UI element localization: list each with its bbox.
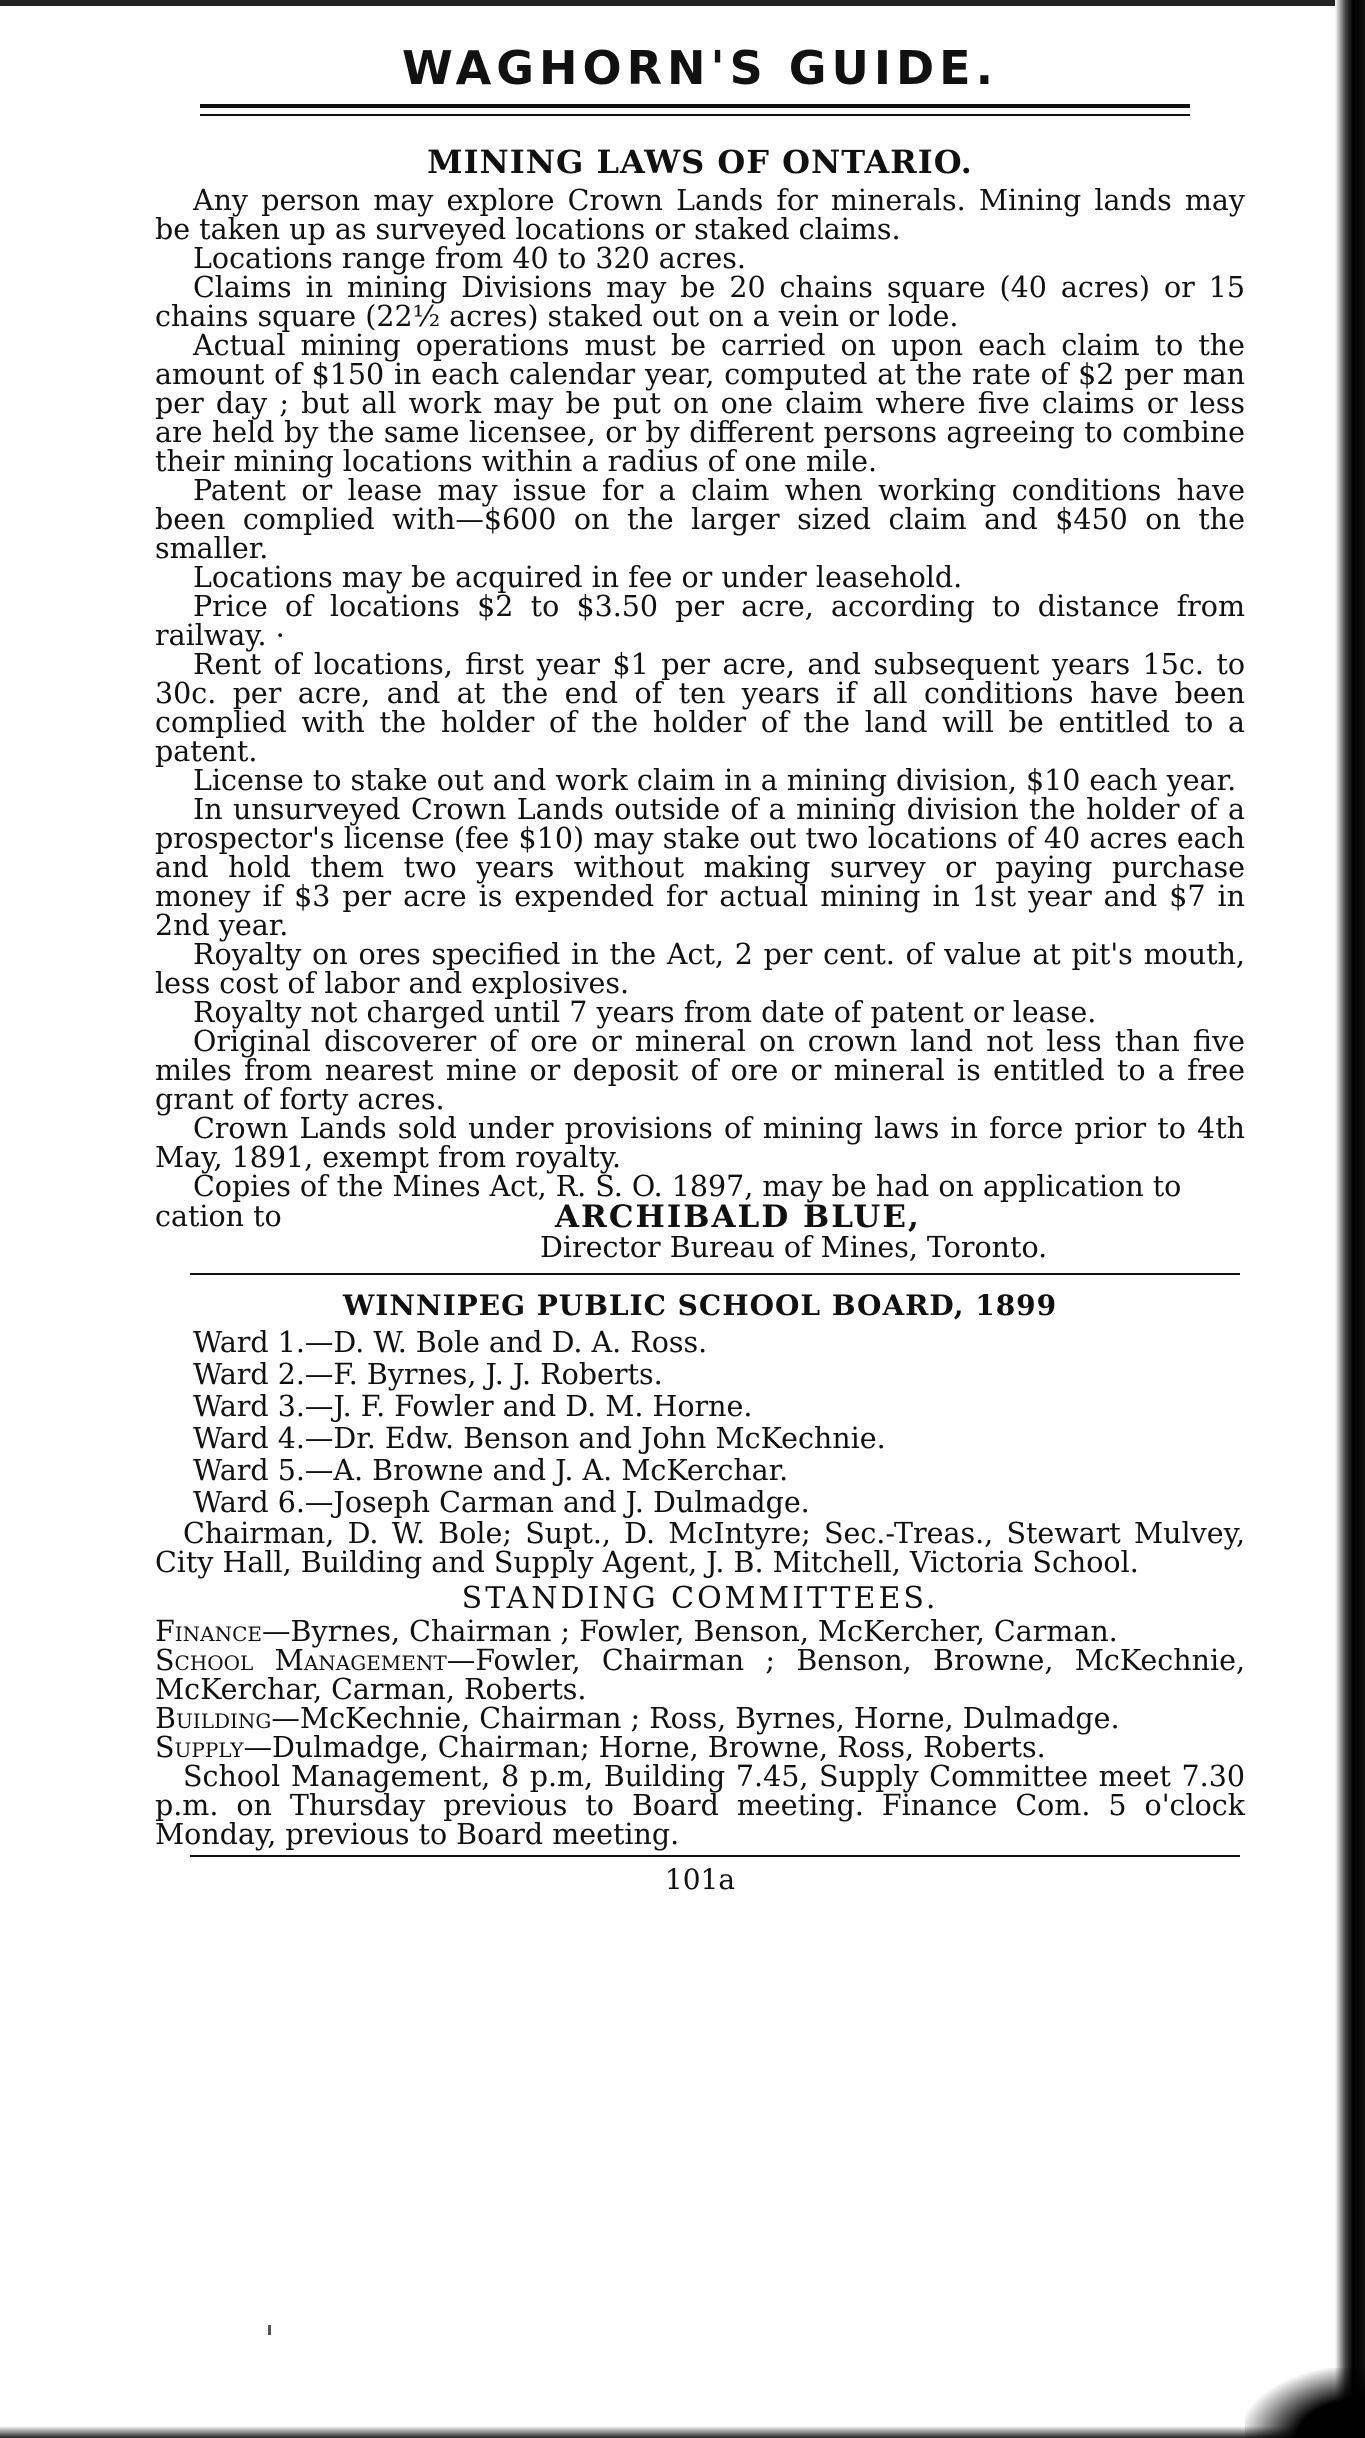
mining-paragraph: Patent or lease may issue for a claim when working conditions have been complied with—$600 on the larger sized claim and $450 on the smaller. bbox=[155, 474, 1245, 565]
committee-entry bbox=[155, 1704, 1245, 1733]
officers-text bbox=[155, 1519, 1245, 1577]
committee-name: Finance bbox=[155, 1615, 263, 1648]
mining-paragraph: Price of locations $2 to $3.50 per acre, according to distance from railway. · bbox=[155, 590, 1245, 652]
running-header: WAGHORN'S GUIDE. bbox=[401, 41, 999, 95]
officers-paragraph: Chairman, D. W. Bole; Supt., D. McIntyre; Sec.-Treas., Stewart Mulvey, City Hall, Building and Supply Agent, J. B. Mitchell, Victoria School. bbox=[155, 1517, 1245, 1579]
ward-list bbox=[155, 1327, 1245, 1519]
committee-members: —Byrnes, Chairman ; Fowler, Benson, McKercher, Carman. bbox=[262, 1615, 1118, 1648]
mining-paragraph: Rent of locations, first year $1 per acre, and subsequent years 15c. to 30c. per acre, and at the end of ten years if all conditions have been complied with the holder of the holder of the land will be entitled to a patent. bbox=[155, 648, 1245, 768]
mining-paragraph: Royalty not charged until 7 years from date of patent or lease. bbox=[193, 996, 1097, 1029]
scan-speck bbox=[268, 2325, 271, 2335]
signature-line bbox=[155, 1201, 1245, 1233]
mining-body bbox=[155, 186, 1245, 1201]
page-content bbox=[155, 40, 1245, 1896]
footer-rule bbox=[190, 1855, 1240, 1857]
mining-paragraph: Actual mining operations must be carried on upon each claim to the amount of $150 in each calendar year, computed at the rate of $2 per man per day ; but all work may be put on one claim where five claims or less are held by the same licensee, or by different persons agreeing to combine their mining locations within a radius of one mile. bbox=[155, 329, 1245, 478]
committee-members: —Fowler, Chairman ; Benson, Browne, McKechnie, McKerchar, Carman, Roberts. bbox=[155, 1644, 1246, 1706]
school-board-title: WINNIPEG PUBLIC SCHOOL BOARD, 1899 bbox=[342, 1289, 1058, 1322]
meetings-paragraph: School Management, 8 p.m, Building 7.45, Supply Committee meet 7.30 p.m. on Thursday previous to Board meeting. Finance Com. 5 o'clock Monday, previous to Board meeting. bbox=[155, 1760, 1245, 1851]
committee-list bbox=[155, 1617, 1245, 1762]
mining-paragraph: Claims in mining Divisions may be 20 chains square (40 acres) or 15 chains square (22½ acres) staked out on a vein or lode. bbox=[155, 271, 1245, 333]
mining-paragraph: Any person may explore Crown Lands for minerals. Mining lands may be taken up as surveyed locations or staked claims. bbox=[155, 184, 1245, 246]
committees-heading: STANDING COMMITTEES. bbox=[461, 1581, 939, 1616]
ward-entry: Ward 3.—J. F. Fowler and D. M. Horne. bbox=[193, 1390, 753, 1423]
header-rule-thin bbox=[200, 114, 1190, 116]
committee-name: School Management bbox=[155, 1644, 447, 1677]
committee-entry bbox=[155, 1646, 1245, 1704]
mining-paragraph: In unsurveyed Crown Lands outside of a mining division the holder of a prospector's license (fee $10) may stake out two locations of 40 acres each and hold them two years without making survey or paying purchase money if $3 per acre is expended for actual mining in 1st year and $7 in 2nd year. bbox=[155, 793, 1245, 942]
ward-entry: Ward 6.—Joseph Carman and J. Dulmadge. bbox=[193, 1486, 810, 1519]
signature-lead: cation to bbox=[155, 1200, 282, 1233]
ward-entry: Ward 5.—A. Browne and J. A. McKerchar. bbox=[193, 1454, 789, 1487]
committee-entry bbox=[155, 1617, 1245, 1646]
section-divider bbox=[190, 1273, 1240, 1275]
mining-paragraph: Crown Lands sold under provisions of mining laws in force prior to 4th May, 1891, exempt from royalty. bbox=[155, 1112, 1245, 1174]
page-number: 101a bbox=[664, 1863, 736, 1896]
signature-name: ARCHIBALD BLUE, bbox=[555, 1199, 921, 1235]
committee-members: —Dulmadge, Chairman; Horne, Browne, Ross, Roberts. bbox=[243, 1731, 1046, 1764]
mining-paragraph: Original discoverer of ore or mineral on crown land not less than five miles from nearest mine or deposit of ore or mineral is entitled to a free grant of forty acres. bbox=[155, 1025, 1245, 1116]
mining-paragraph: License to stake out and work claim in a mining division, $10 each year. bbox=[193, 764, 1237, 797]
meetings-text bbox=[155, 1762, 1245, 1849]
mining-paragraph: Locations range from 40 to 320 acres. bbox=[193, 242, 746, 275]
committee-entry bbox=[155, 1733, 1245, 1762]
scan-top-edge bbox=[0, 0, 1365, 6]
committee-name: Building bbox=[155, 1702, 272, 1735]
signature-title: Director Bureau of Mines, Toronto. bbox=[540, 1231, 1048, 1264]
committee-name: Supply bbox=[155, 1731, 244, 1764]
ward-entry: Ward 2.—F. Byrnes, J. J. Roberts. bbox=[193, 1358, 663, 1391]
scan-corner-smudge bbox=[1245, 2368, 1365, 2438]
mining-paragraph: Royalty on ores specified in the Act, 2 per cent. of value at pit's mouth, less cost of labor and explosives. bbox=[155, 938, 1245, 1000]
mining-section-title: MINING LAWS OF ONTARIO. bbox=[427, 143, 973, 181]
committee-members: —McKechnie, Chairman ; Ross, Byrnes, Horne, Dulmadge. bbox=[271, 1702, 1120, 1735]
mining-paragraph: Locations may be acquired in fee or under leasehold. bbox=[193, 561, 963, 594]
scan-right-edge bbox=[1335, 0, 1365, 2438]
scan-bottom-edge bbox=[0, 2426, 1365, 2438]
ward-entry: Ward 1.—D. W. Bole and D. A. Ross. bbox=[193, 1326, 708, 1359]
mining-paragraph: Copies of the Mines Act, R. S. O. 1897, may be had on application to bbox=[193, 1170, 1182, 1203]
ward-entry: Ward 4.—Dr. Edw. Benson and John McKechnie. bbox=[193, 1422, 886, 1455]
header-rule-thick bbox=[200, 104, 1190, 108]
